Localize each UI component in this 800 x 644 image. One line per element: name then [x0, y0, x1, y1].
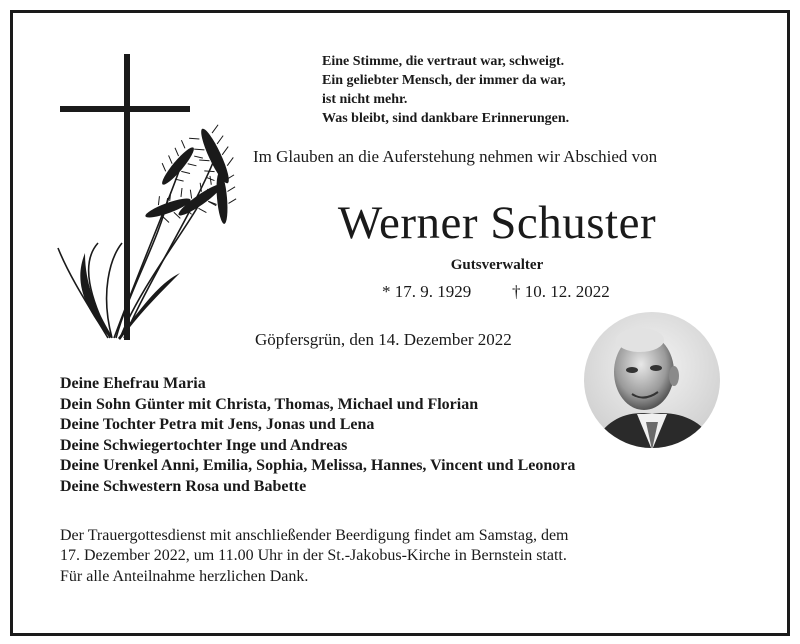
deceased-occupation: Gutsverwalter: [450, 257, 544, 273]
poem-line: Was bleibt, sind dankbare Erinnerungen.: [322, 111, 570, 126]
service-line: 17. Dezember 2022, um 11.00 Uhr in der St.-Jakobus-Kirche in Bernstein statt.: [60, 547, 567, 564]
poem: [322, 52, 569, 128]
cross-with-wheat-icon: [50, 48, 250, 348]
mourner-line: Deine Ehefrau Maria: [60, 375, 206, 392]
service-line: Der Trauergottesdienst mit anschließender Beerdigung findet am Samstag, dem: [60, 527, 569, 544]
thanks-text: Für alle Anteilnahme herzlichen Dank.: [60, 568, 309, 585]
mourner-line: Deine Tochter Petra mit Jens, Jonas und Lena: [60, 416, 375, 433]
mourner-line: Deine Schwiegertochter Inge und Andreas: [60, 436, 348, 454]
mourner-line: Deine Urenkel Anni, Emilia, Sophia, Melissa, Hannes, Vincent und Leonora: [60, 457, 576, 474]
service-info: [60, 526, 568, 566]
poem-line: ist nicht mehr.: [322, 92, 408, 107]
mourner-line: Deine Schwestern Rosa und Babette: [60, 477, 307, 495]
death-date: † 10. 12. 2022: [512, 282, 610, 301]
poem-line: Eine Stimme, die vertraut war, schweigt.: [322, 54, 565, 69]
portrait-photo: [582, 310, 722, 450]
birth-date: * 17. 9. 1929: [382, 282, 472, 301]
deceased-name: Werner Schuster: [337, 197, 657, 249]
mourners-list: [60, 374, 575, 497]
place-date: Göpfersgrün, den 14. Dezember 2022: [255, 330, 512, 349]
poem-line: Ein geliebter Mensch, der immer da war,: [322, 73, 566, 88]
intro-text: Im Glauben an die Auferstehung nehmen wir Abschied von: [253, 147, 658, 166]
mourner-line: Dein Sohn Günter mit Christa, Thomas, Michael und Florian: [60, 395, 479, 413]
